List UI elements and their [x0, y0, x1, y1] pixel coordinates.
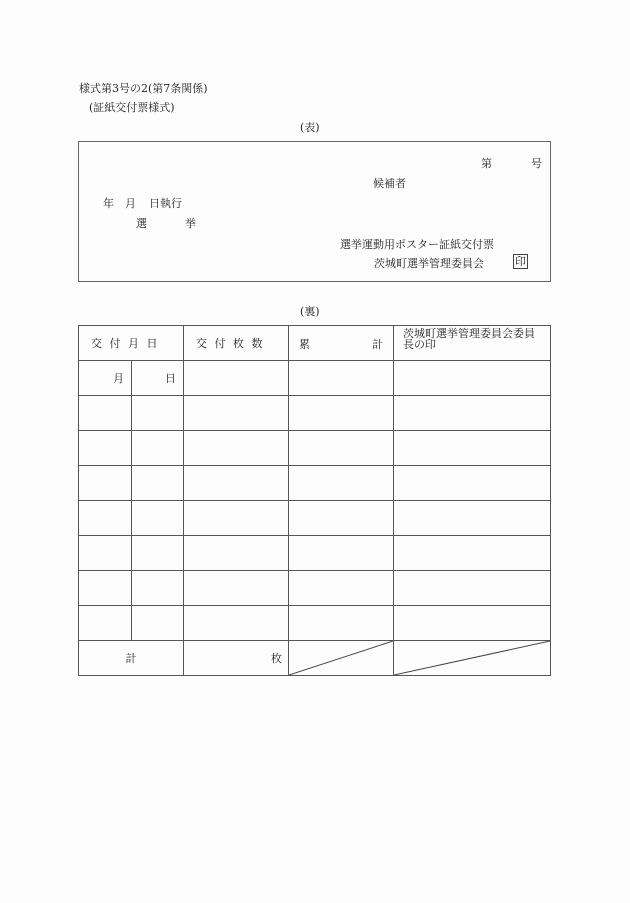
table-row	[79, 361, 551, 396]
number-go: 号	[531, 157, 542, 170]
cell-day[interactable]	[132, 396, 184, 431]
cell-day[interactable]	[132, 501, 184, 536]
cell-day[interactable]	[132, 466, 184, 501]
cell-issue-count[interactable]	[184, 431, 289, 466]
cell-cumulative[interactable]	[289, 466, 394, 501]
cell-cumulative[interactable]	[289, 571, 394, 606]
cell-issue-count[interactable]	[184, 361, 289, 396]
cell-month[interactable]	[79, 431, 132, 466]
table-header-row	[79, 326, 551, 361]
cell-month[interactable]	[79, 466, 132, 501]
cell-month[interactable]	[79, 606, 132, 641]
cell-seal[interactable]	[394, 396, 551, 431]
cell-issue-count[interactable]	[184, 606, 289, 641]
number-dai: 第	[481, 157, 492, 170]
cell-month[interactable]	[79, 571, 132, 606]
cell-seal[interactable]	[394, 501, 551, 536]
election-sen: 選	[136, 217, 147, 230]
cell-day[interactable]	[132, 606, 184, 641]
total-count[interactable]: 枚	[184, 641, 289, 676]
cell-seal[interactable]	[394, 571, 551, 606]
table-row	[79, 431, 551, 466]
cell-cumulative[interactable]	[289, 536, 394, 571]
cell-day[interactable]	[132, 431, 184, 466]
cell-issue-count[interactable]	[184, 466, 289, 501]
form-number: 様式第3号の2(第7条関係)	[79, 82, 208, 95]
cell-month[interactable]: 月	[79, 361, 132, 396]
date-day-execution: 日執行	[149, 197, 182, 210]
header-issue-count: 交 付 枚 数	[184, 326, 289, 361]
date-month: 月	[125, 197, 136, 210]
header-cumulative	[289, 326, 394, 361]
cell-issue-count[interactable]	[184, 571, 289, 606]
cell-day[interactable]	[132, 536, 184, 571]
header-cumulative-kei: 計	[372, 338, 383, 351]
cell-month[interactable]	[79, 536, 132, 571]
committee-name: 茨城町選挙管理委員会	[374, 257, 484, 270]
cell-seal[interactable]	[394, 466, 551, 501]
total-cumulative-crossed	[289, 641, 394, 676]
front-ticket-box	[78, 141, 551, 282]
date-year: 年	[103, 197, 114, 210]
cell-month[interactable]	[79, 501, 132, 536]
table-row	[79, 536, 551, 571]
cell-cumulative[interactable]	[289, 606, 394, 641]
total-seal-crossed	[394, 641, 551, 676]
cell-cumulative[interactable]	[289, 431, 394, 466]
table-total-row	[79, 641, 551, 676]
candidate-label: 候補者	[373, 177, 406, 190]
total-label: 計	[79, 641, 184, 676]
back-side-label: (裏)	[300, 305, 320, 318]
table-row	[79, 606, 551, 641]
header-cumulative-rui: 累	[299, 338, 310, 351]
table-row	[79, 396, 551, 431]
table-row	[79, 571, 551, 606]
cell-seal[interactable]	[394, 536, 551, 571]
election-kyo: 挙	[185, 217, 196, 230]
cell-seal[interactable]	[394, 361, 551, 396]
diagonal-strike-icon	[394, 641, 550, 675]
cell-seal[interactable]	[394, 431, 551, 466]
cell-issue-count[interactable]	[184, 396, 289, 431]
form-title: (証紙交付票様式)	[89, 101, 175, 114]
issuance-record-table	[78, 325, 551, 676]
cell-cumulative[interactable]	[289, 501, 394, 536]
cell-day[interactable]	[132, 571, 184, 606]
seal-stamp-icon: 印	[515, 255, 526, 268]
cell-issue-count[interactable]	[184, 536, 289, 571]
cell-issue-count[interactable]	[184, 501, 289, 536]
table-row	[79, 501, 551, 536]
table-row	[79, 466, 551, 501]
header-chairman-seal: 茨城町選挙管理委員会委員長の印	[394, 326, 551, 361]
cell-seal[interactable]	[394, 606, 551, 641]
front-side-label: (表)	[300, 121, 320, 134]
cell-cumulative[interactable]	[289, 396, 394, 431]
diagonal-strike-icon	[289, 641, 393, 675]
cell-day[interactable]: 日	[132, 361, 184, 396]
cell-month[interactable]	[79, 396, 132, 431]
header-issue-date: 交 付 月 日	[79, 326, 184, 361]
cell-cumulative[interactable]	[289, 361, 394, 396]
ticket-title: 選挙運動用ポスター証紙交付票	[340, 238, 494, 251]
